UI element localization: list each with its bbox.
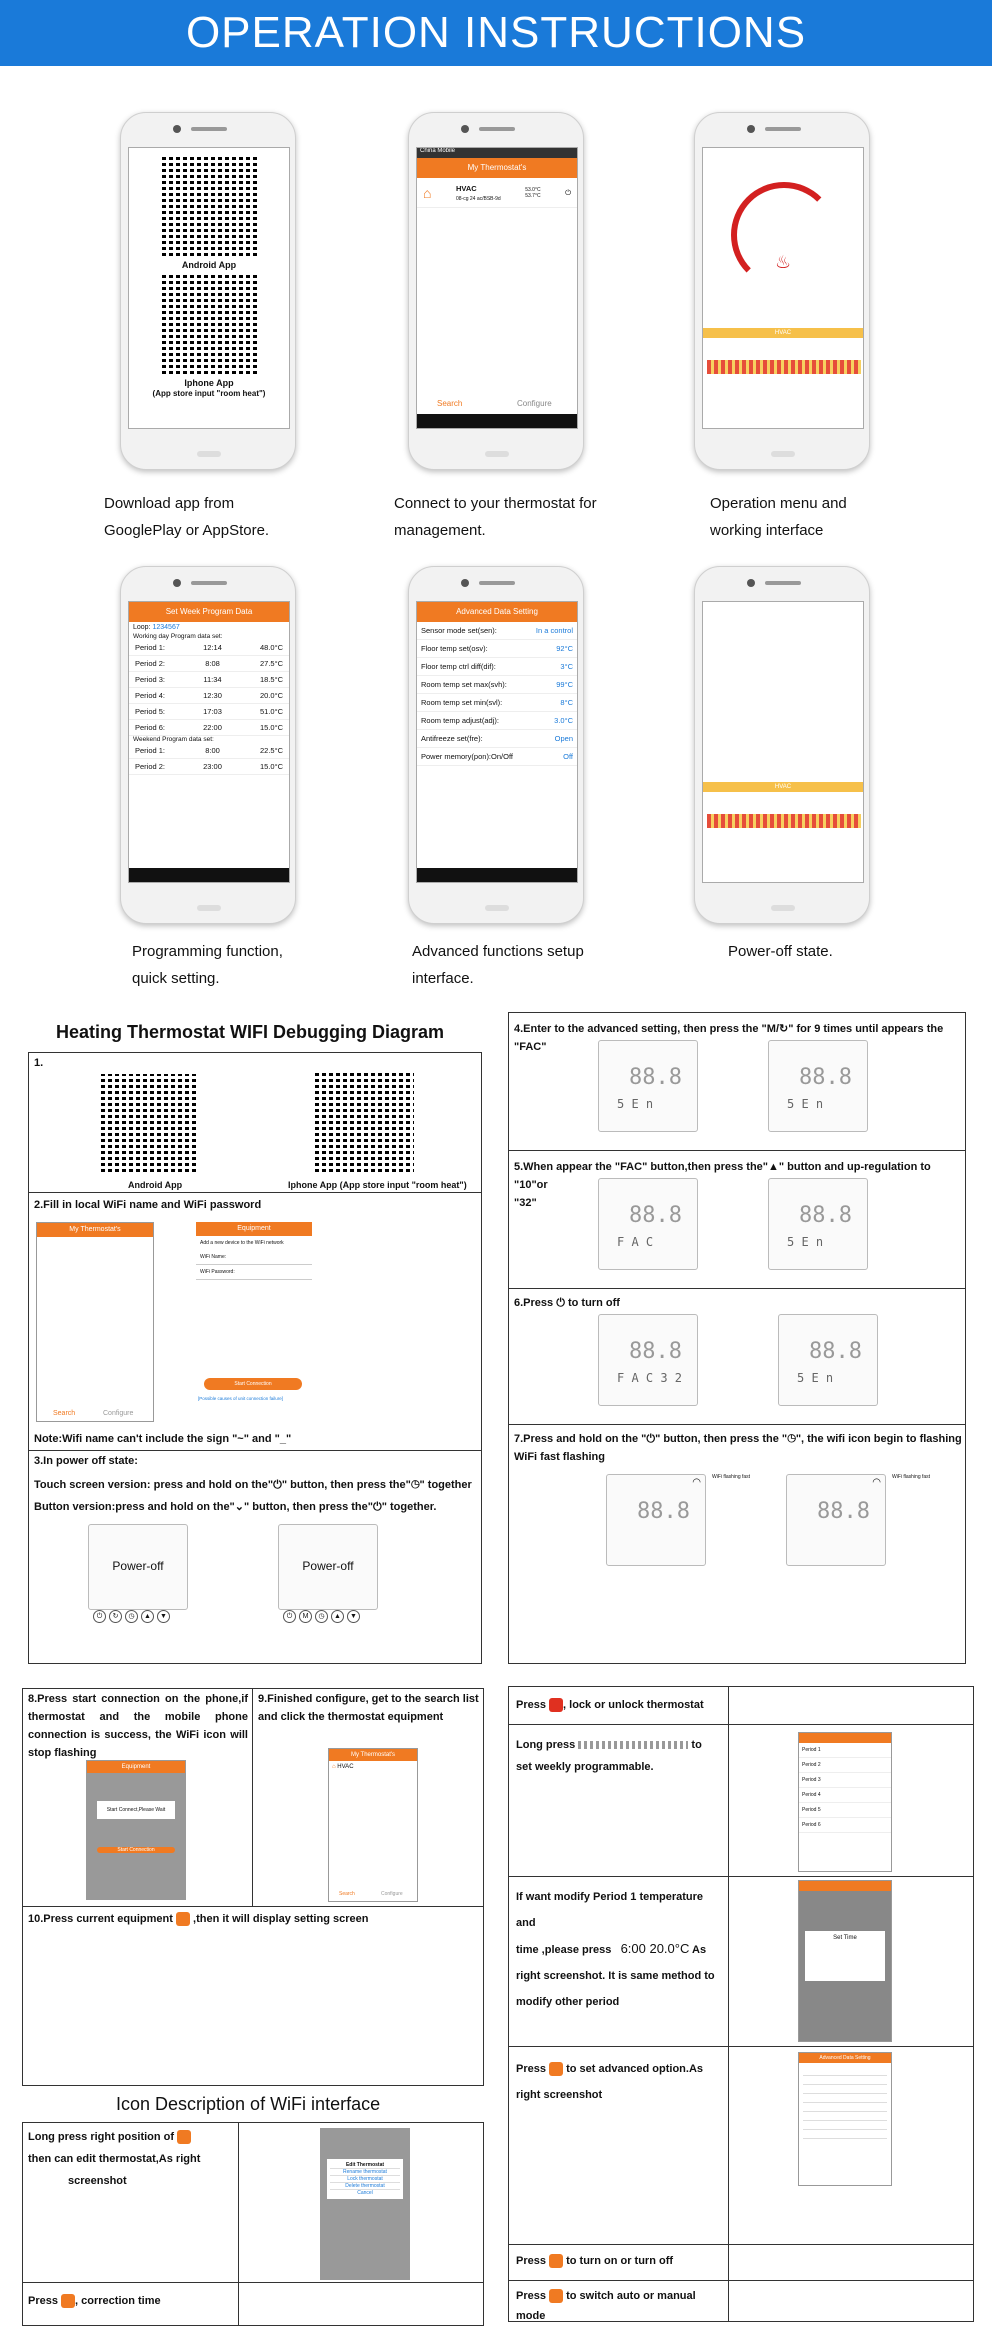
search-tab[interactable]: Search xyxy=(437,399,463,408)
lcd-step4-b xyxy=(768,1040,868,1132)
mini-header: Equipment xyxy=(87,1761,185,1773)
setting-label: Floor temp ctrl diff(dif): xyxy=(421,662,496,671)
period-name: Period 3: xyxy=(135,675,166,684)
setting-label: Floor temp set(osv): xyxy=(421,644,488,653)
lock-icon xyxy=(549,1698,563,1712)
mini-header: Equipment xyxy=(196,1222,312,1236)
delete-item[interactable]: Delete thermostat xyxy=(330,2182,400,2189)
caption-programming: Programming function, quick setting. xyxy=(132,943,283,987)
up-arrow-icon: ▲ xyxy=(768,1161,779,1173)
automatic-button[interactable]: Automatic xyxy=(767,872,794,878)
work-period-row[interactable] xyxy=(129,640,289,656)
power-off-state: POWER-OFF xyxy=(743,682,823,697)
period-item[interactable]: Period 1 xyxy=(799,1743,891,1758)
nav-bar xyxy=(417,414,577,428)
lcd-digits: 88.8 xyxy=(629,1065,682,1090)
poweroff-display-button xyxy=(278,1524,378,1620)
iphone-app-label: Iphone App xyxy=(184,378,234,388)
app-header: Advanced Data Setting xyxy=(417,602,577,622)
rename-item[interactable]: Rename thermostat xyxy=(330,2168,400,2175)
up-key[interactable]: ▲ xyxy=(331,1610,344,1623)
divider xyxy=(28,1450,482,1451)
status-bar: China Mobile xyxy=(417,148,577,158)
device-name: HVAC xyxy=(455,183,477,193)
wifi-icon: ◠ xyxy=(692,1477,701,1488)
clock-key[interactable]: ◷ xyxy=(125,1610,138,1623)
work-period-row[interactable] xyxy=(129,704,289,720)
wifi-flash-note: WiFi flashing fast xyxy=(892,1474,931,1480)
app-title: HVAC xyxy=(772,614,794,623)
cancel-item[interactable]: Cancel xyxy=(330,2189,400,2196)
status-bar: China Mobile xyxy=(706,148,742,154)
camera xyxy=(173,125,181,133)
divider xyxy=(238,2122,239,2326)
setting-label: Room temp adjust(adj): xyxy=(421,716,499,725)
mini-setting-screen xyxy=(188,1930,276,2080)
poweroff-label: Power-off xyxy=(302,1559,354,1573)
power-icon: ⏻ xyxy=(273,1479,282,1491)
iphone-app-label: Iphone App (App store input "room heat") xyxy=(288,1180,467,1190)
divider xyxy=(508,1288,966,1289)
mode-icon xyxy=(549,2289,563,2303)
period-temp: 27.5°C xyxy=(259,659,283,668)
device-temp2: 53.7°C xyxy=(525,192,541,199)
wifi-name-label: WiFi Name: xyxy=(196,1250,312,1265)
iphone-qr-code xyxy=(312,1070,414,1172)
step-5-title: 5.When appear the "FAC" button,then press the"▲" button and up-regulation to "10"or "32" xyxy=(514,1161,931,1209)
period-temp: 15.0°C xyxy=(259,723,283,732)
equip-text: Add a new device to the WiFi network xyxy=(200,1240,284,1246)
edit-dialog xyxy=(327,2159,403,2199)
flame-icon: ♨ xyxy=(775,252,792,272)
power-key[interactable]: ⏻ xyxy=(283,1610,296,1623)
power-key[interactable]: ⏻ xyxy=(93,1610,106,1623)
phone-screen xyxy=(416,601,578,883)
program-bar xyxy=(707,360,861,374)
lcd-digits: 88.8 xyxy=(637,1499,690,1524)
divider xyxy=(252,1688,253,1906)
weekend-period-row[interactable] xyxy=(129,759,289,775)
mini-set-time xyxy=(798,1880,892,2042)
setting-value: 8°C xyxy=(560,698,573,707)
step-7-title: 7.Press and hold on the "⏻" button, then press the "◷", the wifi icon begin to flashing WiFi fast flashing xyxy=(514,1433,962,1463)
failure-link[interactable]: [Possible causes of unit connection failure] xyxy=(198,1396,284,1401)
caption-connect: Connect to your thermostat for management. xyxy=(394,495,597,539)
advanced-lines xyxy=(803,2067,887,2147)
app-header: Set Week Program Data xyxy=(129,602,289,622)
work-period-row[interactable] xyxy=(129,688,289,704)
step-4-title: 4.Enter to the advanced setting, then press the "M/↻" for 9 times until appears the "FAC" xyxy=(514,1023,944,1053)
wifi-name-note: Note:Wifi name can't include the sign "~" and "_" xyxy=(34,1433,292,1445)
iphone-app-note: (App store input "room heat") xyxy=(152,389,266,398)
home-icon: ⌂ xyxy=(423,184,432,201)
android-app-label: Android App xyxy=(128,1180,183,1190)
setting-value: 3°C xyxy=(560,662,573,671)
mini-search-list xyxy=(328,1748,418,1902)
correction-text: Press , correction time xyxy=(28,2295,161,2307)
period-name: Period 4: xyxy=(135,691,166,700)
lcd-step7-a xyxy=(606,1474,706,1566)
mini-header: Advanced Data Setting xyxy=(799,2053,891,2063)
period-value: 6:00 20.0°C xyxy=(620,1941,690,1956)
device-name: HVAC xyxy=(337,1764,354,1770)
divider xyxy=(508,1150,966,1151)
mini-equipment xyxy=(196,1222,312,1422)
step-9-title: 9.Finished configure, get to the search list and click the thermostat equipment xyxy=(258,1693,479,1723)
speaker xyxy=(191,581,227,585)
period-name: Period 1: xyxy=(135,746,166,755)
period-time: 12:30 xyxy=(203,691,222,700)
wifi-icon: ◠ xyxy=(872,1477,881,1488)
step-6-title: 6.Press ⏻ to turn off xyxy=(514,1297,620,1309)
button-row xyxy=(283,1610,360,1623)
button-row xyxy=(93,1610,170,1623)
program-strip-icon xyxy=(578,1741,688,1749)
setting-row[interactable] xyxy=(417,676,577,694)
setting-label: Power memory(pon):On/Off xyxy=(421,752,513,761)
senior-button[interactable]: Senior xyxy=(829,418,847,424)
clock-key[interactable]: ◷ xyxy=(315,1610,328,1623)
mode-bar: HVAC xyxy=(703,782,863,792)
mode-row: Press to switch auto or manual mode xyxy=(516,2290,696,2322)
setting-value: Off xyxy=(563,752,573,761)
down-arrow-icon: ⌄ xyxy=(234,1501,244,1513)
clock-text: 14:42Saturday xyxy=(753,762,813,772)
lcd-code: 5 E n xyxy=(787,1097,824,1111)
connect-dialog: Start Connect,Please Wait xyxy=(97,1801,175,1819)
power-icon: ⏻ xyxy=(646,1433,656,1445)
advanced-row: Press to set advanced option.As right screenshot xyxy=(516,2063,704,2101)
setting-value: 99°C xyxy=(556,680,573,689)
setting-row[interactable] xyxy=(417,622,577,640)
lcd-step4-a xyxy=(598,1040,698,1132)
period-name: Period 5: xyxy=(135,707,166,716)
power-button[interactable]: Power xyxy=(713,872,731,878)
period-temp: 48.0°C xyxy=(259,643,283,652)
setting-row[interactable] xyxy=(417,658,577,676)
work-period-row[interactable] xyxy=(129,720,289,736)
home-button xyxy=(197,451,221,457)
step-2-title: 2.Fill in local WiFi name and WiFi password xyxy=(34,1199,262,1211)
edit-title: Edit Thermostat xyxy=(345,2162,385,2168)
period-item[interactable]: Period 3 xyxy=(799,1773,891,1788)
set-temp: 22.0 xyxy=(212,1976,252,1998)
lcd-digits: 88.8 xyxy=(629,1203,682,1228)
period-temp: 22.5°C xyxy=(259,746,283,755)
current-temp: 53.0 xyxy=(765,220,801,240)
setting-row[interactable] xyxy=(417,712,577,730)
mini-header xyxy=(799,1733,891,1743)
period-temp: 15.0°C xyxy=(259,762,283,771)
mini-advanced xyxy=(798,2052,892,2186)
period-item[interactable]: Period 2 xyxy=(799,1758,891,1773)
setting-row[interactable] xyxy=(417,694,577,712)
temp-manual-button[interactable]: Temp Manual xyxy=(763,418,800,424)
period-time: 17:03 xyxy=(203,707,222,716)
up-key[interactable]: ▲ xyxy=(141,1610,154,1623)
mini-header: HVAC xyxy=(223,1936,241,1942)
nav-bar xyxy=(129,868,289,882)
period-time: 11:34 xyxy=(203,675,222,684)
divider xyxy=(508,2280,974,2281)
caption-advanced: Advanced functions setup interface. xyxy=(412,943,584,987)
android-app-label: Android App xyxy=(181,260,237,270)
loop-label: Loop: xyxy=(133,624,151,631)
caption-operation: Operation menu and working interface xyxy=(710,495,847,539)
period-time: 22:00 xyxy=(203,723,222,732)
mini-header: My Thermostat's xyxy=(329,1749,417,1761)
divider xyxy=(508,1424,966,1425)
m-key[interactable]: M xyxy=(299,1610,312,1623)
clock-icon: ◷ xyxy=(410,1479,420,1491)
period-time: 23:00 xyxy=(203,762,222,771)
power-icon xyxy=(549,2254,563,2268)
period-name: Period 2: xyxy=(135,762,166,771)
device-row[interactable] xyxy=(329,1761,417,1773)
mini-thermostat-list xyxy=(36,1222,154,1422)
period-name: Period 6: xyxy=(135,723,166,732)
camera xyxy=(173,579,181,587)
power-icon: ⏻ xyxy=(373,1501,382,1513)
mode-icon: ↻ xyxy=(779,1023,789,1035)
setting-row[interactable] xyxy=(417,640,577,658)
senior-button[interactable]: Senior xyxy=(829,872,847,878)
speaker xyxy=(191,127,227,131)
configure-tab[interactable]: Configure xyxy=(381,1891,403,1897)
phone-poweroff xyxy=(694,566,870,924)
configure-tab[interactable]: Configure xyxy=(103,1410,134,1417)
phone-download xyxy=(120,112,296,470)
icons-title: Icon Description of WiFi interface xyxy=(116,2094,381,2114)
phone-screen xyxy=(128,601,290,883)
setting-label: Room temp set max(svh): xyxy=(421,680,507,689)
speaker xyxy=(479,581,515,585)
loop-value[interactable]: 1234567 xyxy=(152,624,180,631)
divider xyxy=(508,2244,974,2245)
setting-value: 92°C xyxy=(556,644,573,653)
start-connection-button[interactable]: Start Connection xyxy=(204,1378,302,1390)
mode-key[interactable]: ↻ xyxy=(109,1610,122,1623)
clock-icon xyxy=(61,2294,75,2308)
mini-edit-thermostat xyxy=(320,2128,410,2280)
period-time: 12:14 xyxy=(203,643,222,652)
step-3-touch: Touch screen version: press and hold on the"⏻" button, then press the"◷" together xyxy=(34,1479,472,1491)
home-button xyxy=(485,451,509,457)
step-1-num: 1. xyxy=(34,1057,44,1069)
period-temp: 18.5°C xyxy=(259,675,283,684)
setting-label: Sensor mode set(sen): xyxy=(421,626,497,635)
setting-value: Open xyxy=(554,734,573,743)
phone-screen xyxy=(416,147,578,429)
android-qr-code xyxy=(98,1074,196,1172)
phone-programming xyxy=(120,566,296,924)
lcd-digits: 88.8 xyxy=(799,1203,852,1228)
lcd-digits: 88.8 xyxy=(809,1339,862,1364)
lock-item[interactable]: Lock thermostat xyxy=(330,2175,400,2182)
phone-screen xyxy=(702,147,864,429)
setting-row[interactable] xyxy=(417,730,577,748)
android-qr-code xyxy=(159,156,259,256)
diagram-right-box xyxy=(508,1012,966,1664)
home-button xyxy=(771,905,795,911)
speaker xyxy=(765,127,801,131)
program-bar xyxy=(707,814,861,828)
phone-connect xyxy=(408,112,584,470)
power-row: Press to turn on or turn off xyxy=(516,2255,674,2267)
poweroff-label: Power-off xyxy=(112,1559,164,1573)
wifi-password-label: WiFi Password: xyxy=(196,1265,312,1280)
mode-bar: HVAC xyxy=(703,328,863,338)
lcd-step6-a xyxy=(598,1314,698,1406)
setting-label: Antifreeze set(fre): xyxy=(421,734,483,743)
period-time: 8:08 xyxy=(205,659,220,668)
work-period-row[interactable] xyxy=(129,672,289,688)
setting-label: Room temp set min(svl): xyxy=(421,698,503,707)
mini-header xyxy=(799,1881,891,1891)
lcd-step6-b xyxy=(778,1314,878,1406)
clock-icon: ◷ xyxy=(787,1433,796,1445)
camera xyxy=(461,579,469,587)
poweroff-display-touch xyxy=(88,1524,188,1620)
lcd-code: F A C xyxy=(617,1235,654,1249)
period-item[interactable]: Period 6 xyxy=(799,1818,891,1833)
lcd-step5-a xyxy=(598,1178,698,1270)
lcd-digits: 88.8 xyxy=(817,1499,870,1524)
work-period-row[interactable] xyxy=(129,656,289,672)
lcd-digits: 88.8 xyxy=(629,1339,682,1364)
lcd-code: 5 E n xyxy=(787,1235,824,1249)
power-icon[interactable]: ⏻ xyxy=(565,187,571,197)
mini-start-connection xyxy=(86,1760,186,1900)
step-3-title: 3.In power off state: xyxy=(34,1455,138,1467)
m-icon: M xyxy=(766,1023,776,1035)
divider xyxy=(728,1686,729,2322)
configure-tab[interactable]: Configure xyxy=(517,399,552,408)
period-item[interactable]: Period 5 xyxy=(799,1803,891,1818)
search-tab[interactable]: Search xyxy=(53,1410,76,1417)
divider xyxy=(508,2046,974,2047)
setting-value: In a control xyxy=(535,626,573,635)
setting-row[interactable] xyxy=(417,748,577,766)
page-banner: OPERATION INSTRUCTIONS xyxy=(0,0,992,66)
device-icon xyxy=(177,2130,191,2144)
search-tab[interactable]: Search xyxy=(339,1891,355,1897)
modify-period-row: If want modify Period 1 temperature and time ,please press 6:00 20.0°C As right screenshot. It is same method to modify other period xyxy=(516,1891,715,2008)
speaker xyxy=(765,581,801,585)
weekend-period-row[interactable] xyxy=(129,743,289,759)
lcd-step7-b xyxy=(786,1474,886,1566)
working-heading: Working day Program data set: xyxy=(133,633,223,640)
camera xyxy=(747,579,755,587)
divider xyxy=(508,1876,974,1877)
home-button xyxy=(771,451,795,457)
speaker xyxy=(479,127,515,131)
lcd-code: F A C 3 2 xyxy=(617,1371,683,1385)
start-connection-button[interactable]: Start Connection xyxy=(97,1847,175,1853)
period-temp: 51.0°C xyxy=(259,707,283,716)
home-icon: ⌂ xyxy=(332,1764,336,1770)
phone-screen xyxy=(702,601,864,883)
step-3-button: Button version:press and hold on the"⌄" button, then press the"⏻" together. xyxy=(34,1501,437,1513)
device-temp1: 53.0°C xyxy=(525,186,541,193)
clock-text: 14:41Saturday xyxy=(753,308,813,318)
period-item[interactable]: Period 4 xyxy=(799,1788,891,1803)
divider xyxy=(508,1724,974,1725)
lcd-digits: 88.8 xyxy=(799,1065,852,1090)
lock-row: Press , lock or unlock thermostat xyxy=(516,1699,704,1711)
mini-week-program xyxy=(798,1732,892,1872)
power-button[interactable]: Power xyxy=(713,418,731,424)
period-temp: 20.0°C xyxy=(259,691,283,700)
diagram-title: Heating Thermostat WIFI Debugging Diagram xyxy=(56,1022,445,1042)
lcd-code: 5 E n xyxy=(797,1371,834,1385)
setting-value: 3.0°C xyxy=(554,716,573,725)
power-icon: ⏻ xyxy=(556,1297,565,1309)
home-button xyxy=(485,905,509,911)
device-row[interactable] xyxy=(417,178,577,208)
device-sub: 08-cg 24 ac/BSB-9d xyxy=(455,195,501,202)
wifi-flash-note: WiFi flashing fast xyxy=(712,1474,751,1480)
side-temp: 20.0 xyxy=(715,220,731,229)
period-name: Period 1: xyxy=(135,643,166,652)
phone-screen xyxy=(128,147,290,429)
weekend-heading: Weekend Program data set: xyxy=(133,736,214,743)
gear-icon xyxy=(549,2062,563,2076)
room-set-label: Room set to xyxy=(218,1966,246,1972)
divider xyxy=(22,2282,484,2283)
camera xyxy=(461,125,469,133)
nav-bar xyxy=(417,868,577,882)
period-name: Period 2: xyxy=(135,659,166,668)
iphone-qr-code xyxy=(159,274,259,374)
home-button xyxy=(197,905,221,911)
camera xyxy=(747,125,755,133)
app-title: HVAC xyxy=(772,158,794,167)
phone-advanced xyxy=(408,566,584,924)
caption-download: Download app from GooglePlay or AppStore. xyxy=(104,495,270,539)
divider xyxy=(22,1906,484,1907)
caption-poweroff: Power-off state. xyxy=(728,943,833,960)
period-time: 8:00 xyxy=(205,746,220,755)
down-key[interactable]: ▼ xyxy=(157,1610,170,1623)
mini-header: My Thermostat's xyxy=(37,1223,153,1237)
weekly-row: Long press to set weekly programmable. xyxy=(516,1739,702,1773)
down-key[interactable]: ▼ xyxy=(347,1610,360,1623)
long-press-text: Long press right position of then can edit thermostat,As right screenshot xyxy=(28,2131,201,2187)
lcd-code: 5 E n xyxy=(617,1097,654,1111)
device-icon xyxy=(176,1912,190,1926)
phone-operation xyxy=(694,112,870,470)
step-8-title: 8.Press start connection on the phone,if thermostat and the mobile phone connection is success, the WiFi icon will stop flashing xyxy=(28,1693,248,1759)
set-time-dialog: Set Time xyxy=(805,1931,885,1981)
app-header: My Thermostat's xyxy=(417,158,577,178)
step-10-title: 10.Press current equipment ,then it will display setting screen xyxy=(28,1913,369,1925)
lcd-step5-b xyxy=(768,1178,868,1270)
